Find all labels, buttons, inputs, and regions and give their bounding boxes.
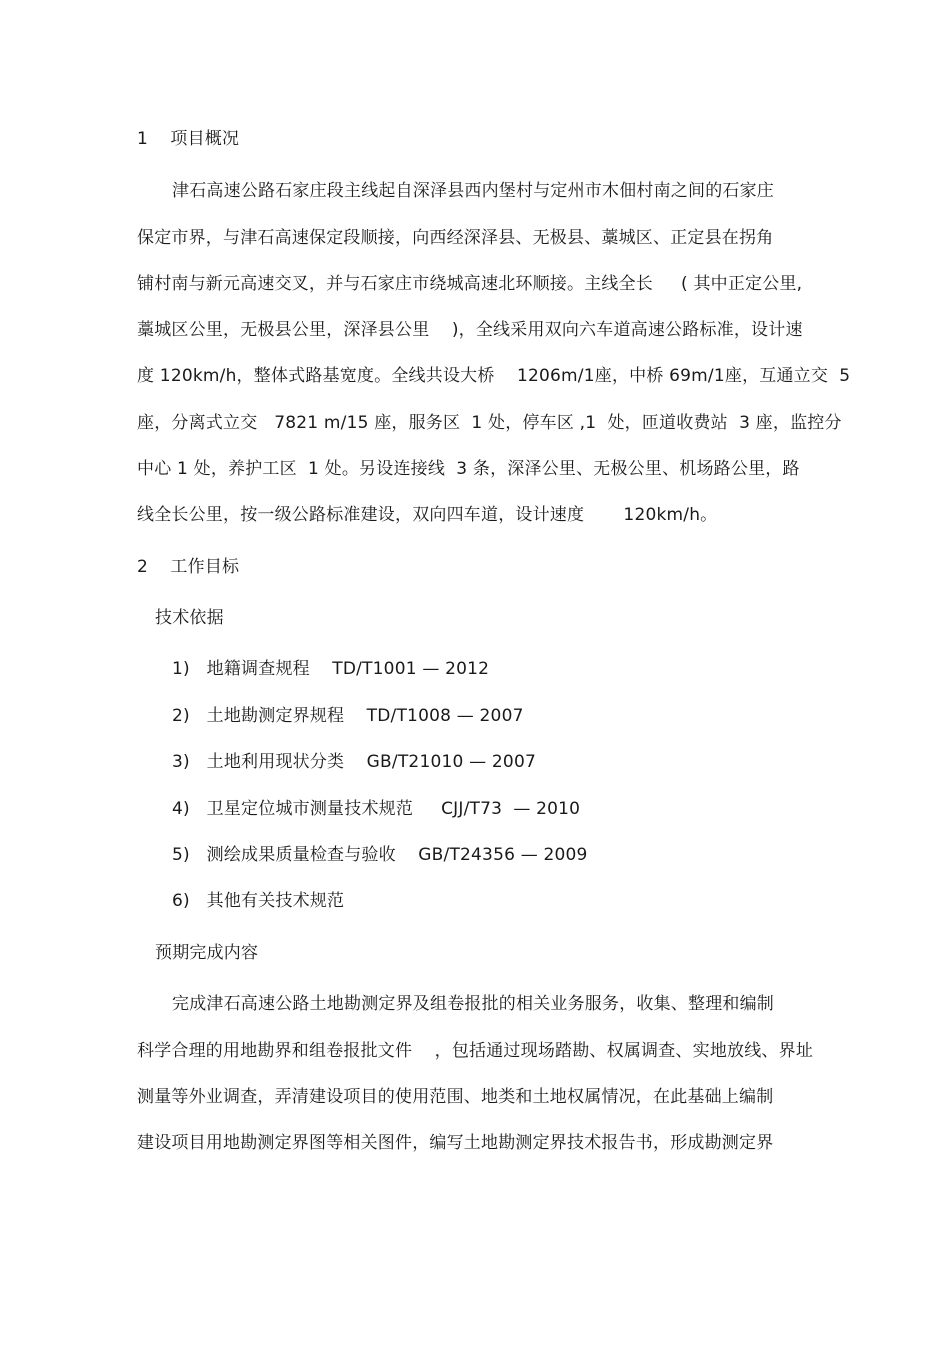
list-item: 1) 地籍调查规程 TD/T1001 — 2012 [172,659,490,679]
section-1-paragraph-line-1: 津石高速公路石家庄段主线起自深泽县西内堡村与定州市木佃村南之间的石家庄 [172,181,774,201]
list-item: 2) 土地勘测定界规程 TD/T1008 — 2007 [172,706,524,726]
section-1-paragraph-line-8: 线全长公里，按一级公路标准建设，双向四车道，设计速度 120km/h。 [137,505,718,525]
list-item: 5) 测绘成果质量检查与验收 GB/T24356 — 2009 [172,845,588,865]
list-item: 3) 土地利用现状分类 GB/T21010 — 2007 [172,752,536,772]
list-item: 4) 卫星定位城市测量技术规范 CJJ/T73 — 2010 [172,799,581,819]
list-item: 6) 其他有关技术规范 [172,891,345,911]
section-1-paragraph-line-2: 保定市界，与津石高速保定段顺接，向西经深泽县、无极县、藁城区、正定县在拐角 [137,228,774,248]
subheading-expected-content: 预期完成内容 [155,943,259,963]
section-2-paragraph-line-3: 测量等外业调查，弄清建设项目的使用范围、地类和土地权属情况，在此基础上编制 [137,1087,774,1107]
section-1-heading: 1 项目概况 [137,129,240,149]
subheading-technical-basis: 技术依据 [155,608,224,628]
section-1-paragraph-line-7: 中心 1 处，养护工区 1 处。另设连接线 3 条，深泽公里、无极公里、机场路公里，路 [137,459,800,479]
section-2-paragraph-line-1: 完成津石高速公路土地勘测定界及组卷报批的相关业务服务，收集、整理和编制 [172,994,774,1014]
section-2-heading: 2 工作目标 [137,557,240,577]
section-1-paragraph-line-6: 座，分离式立交 7821 m/15 座，服务区 1 处，停车区 ,1 处，匝道收费站 3 座，监控分 [137,413,842,433]
section-2-paragraph-line-2: 科学合理的用地勘界和组卷报批文件 ，包括通过现场踏勘、权属调查、实地放线、界址 [137,1041,814,1061]
section-1-paragraph-line-5: 度 120km/h，整体式路基宽度。全线共设大桥 1206m/1座，中桥 69m/1座，互通立交 5 [137,366,851,386]
section-1-paragraph-line-3: 铺村南与新元高速交叉，并与石家庄市绕城高速北环顺接。主线全长 ( 其中正定公里, [137,274,803,294]
section-2-paragraph-line-4: 建设项目用地勘测定界图等相关图件，编写土地勘测定界技术报告书，形成勘测定界 [137,1133,774,1153]
section-1-paragraph-line-4: 藁城区公里，无极县公里，深泽县公里 )，全线采用双向六车道高速公路标准，设计速 [137,320,803,340]
